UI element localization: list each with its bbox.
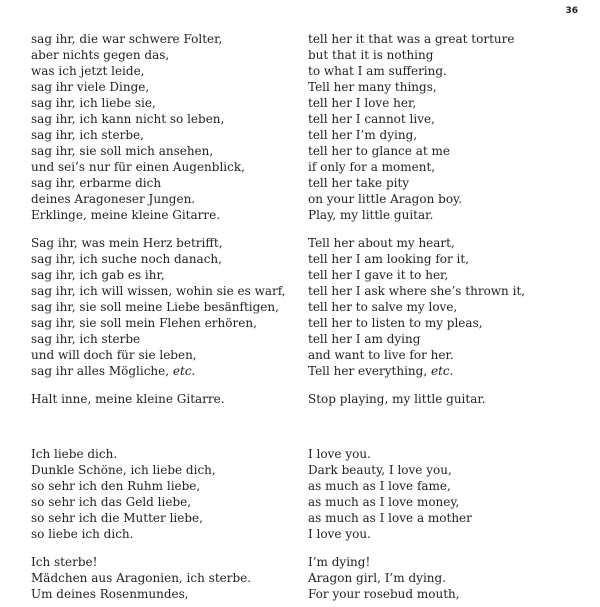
english-verse-line: I love you. [308,447,371,461]
english-verse-line: tell her I am dying [308,332,421,346]
english-verse-line: tell her I am looking for it, [308,252,470,266]
german-verse-line: sag ihr alles Mögliche, etc. [31,364,196,378]
german-verse-line: aber nichts gegen das, [31,48,170,62]
german-stanza [31,554,281,602]
german-verse-line: deines Aragoneser Jungen. [31,192,196,206]
german-verse-line: Halt inne, meine kleine Gitarre. [31,392,225,406]
english-verse-line: tell her I love her, [308,96,417,110]
german-stanza [31,391,281,407]
english-verse-line: Play, my little guitar. [308,208,434,222]
german-verse-line: was ich jetzt leide, [31,64,145,78]
german-verse-line: Ich liebe dich. [31,447,118,461]
german-verse-line: sag ihr, erbarme dich [31,176,162,190]
german-verse-line: Mädchen aus Aragonien, ich sterbe. [31,571,252,585]
english-verse-line: I love you. [308,527,371,541]
english-verse-line: and want to live for her. [308,348,454,362]
german-verse-line: sag ihr, ich will wissen, wohin sie es warf, [31,284,286,298]
german-verse-line: sag ihr, ich sterbe [31,332,141,346]
english-verse-line: Stop playing, my little guitar. [308,392,486,406]
english-verse-line: tell her to listen to my pleas, [308,316,483,330]
german-verse-line: Erklinge, meine kleine Gitarre. [31,208,221,222]
german-verse-line: sag ihr, ich suche noch danach, [31,252,222,266]
german-verse-line: sag ihr, sie soll mich ansehen, [31,144,214,158]
english-stanza [308,391,558,407]
german-verse-line: Sag ihr, was mein Herz betrifft, [31,236,223,250]
german-stanza [31,446,281,542]
german-stanza [31,31,281,223]
english-verse-line: tell her to glance at me [308,144,450,158]
german-verse-line: sag ihr, die war schwere Folter, [31,32,223,46]
german-verse-line: sag ihr, ich liebe sie, [31,96,156,110]
german-stanza [31,235,286,379]
english-verse-line: on your little Aragon boy. [308,192,463,206]
english-verse-line: tell her I’m dying, [308,128,418,142]
english-verse-line: tell her take pity [308,176,410,190]
english-verse-line: tell her I gave it to her, [308,268,449,282]
english-verse-line: but that it is nothing [308,48,434,62]
english-verse-line: tell her it that was a great torture [308,32,515,46]
german-verse-line: Ich sterbe! [31,555,98,569]
english-verse-line: tell her I cannot live, [308,112,435,126]
german-text-column [31,31,286,602]
english-verse-line: Tell her many things, [308,80,437,94]
english-verse-line: For your rosebud mouth, [308,587,460,601]
german-verse-line: und sei’s nur für einen Augenblick, [31,160,245,174]
german-verse-line: sag ihr, ich sterbe, [31,128,144,142]
german-verse-line: so sehr ich den Ruhm liebe, [31,479,201,493]
english-translation-column [308,31,558,602]
english-stanza [308,235,558,379]
english-verse-line: to what I am suffering. [308,64,447,78]
english-verse-line: tell her I ask where she’s thrown it, [308,284,526,298]
page-number: 36 [565,6,578,16]
english-verse-line: Tell her everything, etc. [308,364,454,378]
german-verse-line: sag ihr, sie soll meine Liebe besänftigen, [31,300,279,314]
english-verse-line: as much as I love a mother [308,511,472,525]
german-verse-line: sag ihr, sie soll mein Flehen erhören, [31,316,257,330]
german-verse-line: so sehr ich das Geld liebe, [31,495,192,509]
english-stanza [308,446,558,542]
english-verse-line: tell her to salve my love, [308,300,458,314]
english-verse-line: as much as I love money, [308,495,460,509]
english-stanza [308,31,558,223]
german-verse-line: Dunkle Schöne, ich liebe dich, [31,463,216,477]
english-stanza [308,554,558,602]
english-verse-line: as much as I love fame, [308,479,451,493]
english-verse-line: Aragon girl, I’m dying. [308,571,446,585]
english-verse-line: Tell her about my heart, [308,236,455,250]
english-verse-line: I’m dying! [308,555,371,569]
english-verse-line: if only for a moment, [308,160,436,174]
german-verse-line: so sehr ich die Mutter liebe, [31,511,203,525]
english-verse-line: Dark beauty, I love you, [308,463,452,477]
german-verse-line: sag ihr viele Dinge, [31,80,150,94]
german-verse-line: so liebe ich dich. [31,527,134,541]
german-verse-line: sag ihr, ich gab es ihr, [31,268,165,282]
german-verse-line: Um deines Rosenmundes, [31,587,189,601]
german-verse-line: und will doch für sie leben, [31,348,197,362]
german-verse-line: sag ihr, ich kann nicht so leben, [31,112,225,126]
